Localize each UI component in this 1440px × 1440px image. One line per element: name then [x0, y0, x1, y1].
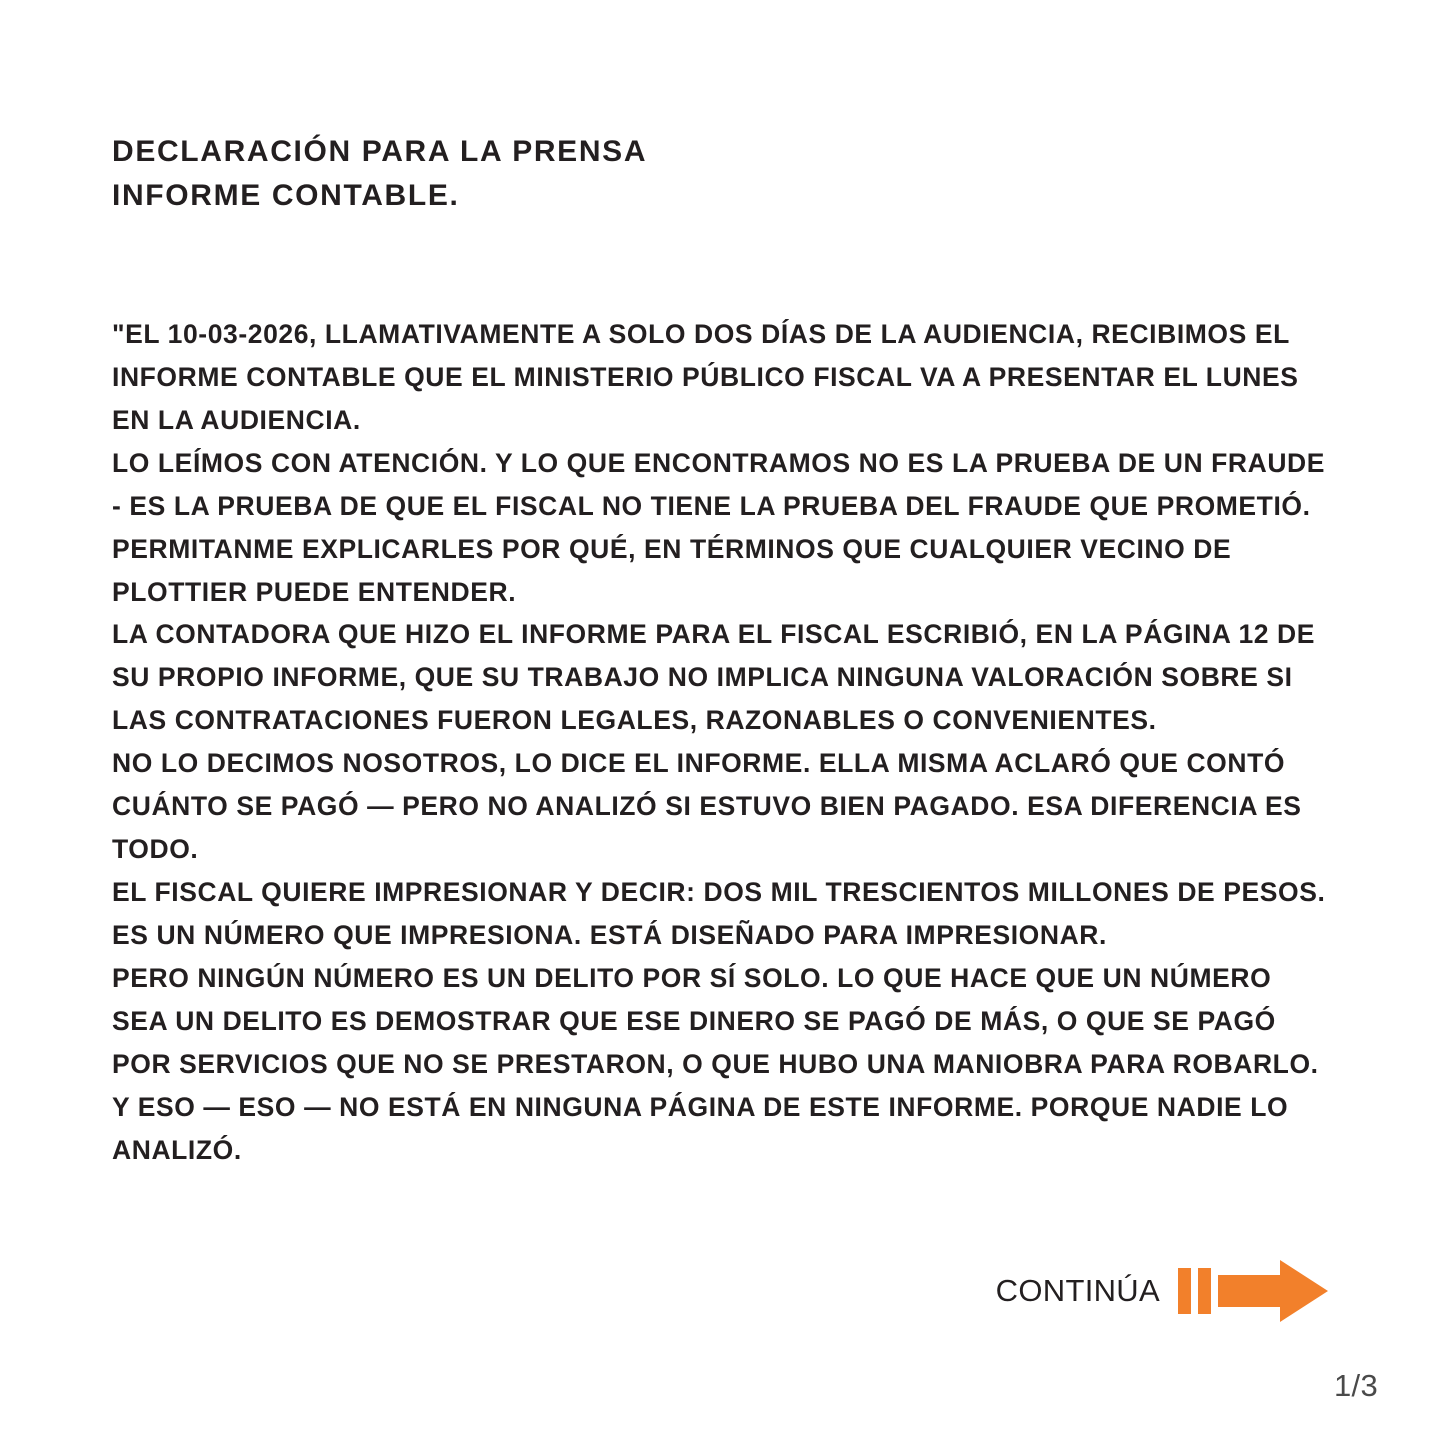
- paragraph: LO LEÍMOS CON ATENCIÓN. Y LO QUE ENCONTRAMOS NO ES LA PRUEBA DE UN FRAUDE - ES LA PRUEBA DE QUE EL FISCAL NO TIENE LA PRUEBA DEL FRAUDE QUE PROMETIÓ.: [112, 447, 1326, 521]
- arrow-bar-right: [1198, 1268, 1211, 1314]
- continue-indicator[interactable]: [996, 1260, 1328, 1322]
- arrow-head-icon: [1218, 1260, 1328, 1322]
- title-line-2: INFORME CONTABLE.: [112, 178, 460, 212]
- paragraph: PERO NINGÚN NÚMERO ES UN DELITO POR SÍ SOLO. LO QUE HACE QUE UN NÚMERO SEA UN DELITO ES DEMOSTRAR QUE ESE DINERO SE PAGÓ DE MÁS, O QUE SE PAGÓ POR SERVICIOS QUE NO SE PRESTARON, O QUE HUBO UNA MANIOBRA PARA ROBARLO. Y ESO — ESO — NO ESTÁ EN NINGUNA PÁGINA DE ESTE INFORME. PORQUE NADIE LO ANALIZÓ.: [112, 962, 1319, 1165]
- title-line-1: DECLARACIÓN PARA LA PRENSA: [112, 135, 648, 168]
- arrow-bar-left: [1178, 1268, 1191, 1314]
- page-title: [112, 130, 1328, 217]
- paragraph: "EL 10-03-2026, LLAMATIVAMENTE A SOLO DOS DÍAS DE LA AUDIENCIA, RECIBIMOS EL INFORME CONTABLE QUE EL MINISTERIO PÚBLICO FISCAL VA A PRESENTAR EL LUNES EN LA AUDIENCIA.: [112, 319, 1299, 435]
- statement-body: [112, 313, 1327, 1171]
- paragraph: EL FISCAL QUIERE IMPRESIONAR Y DECIR: DOS MIL TRESCIENTOS MILLONES DE PESOS. ES UN NÚMERO QUE IMPRESIONA. ESTÁ DISEÑADO PARA IMPRESIONAR.: [112, 876, 1326, 950]
- page-indicator: 1/3: [1333, 1368, 1378, 1403]
- paragraph: LA CONTADORA QUE HIZO EL INFORME PARA EL FISCAL ESCRIBIÓ, EN LA PÁGINA 12 DE SU PROPIO INFORME, QUE SU TRABAJO NO IMPLICA NINGUNA VALORACIÓN SOBRE SI LAS CONTRATACIONES FUERON LEGALES, RAZONABLES O CONVENIENTES.: [112, 619, 1316, 736]
- arrow-right-icon[interactable]: [1178, 1260, 1328, 1322]
- continue-label: CONTINÚA: [995, 1273, 1160, 1308]
- paragraph: NO LO DECIMOS NOSOTROS, LO DICE EL INFORME. ELLA MISMA ACLARÓ QUE CONTÓ CUÁNTO SE PAGÓ — PERO NO ANALIZÓ SI ESTUVO BIEN PAGADO. ESA DIFERENCIA ES TODO.: [112, 748, 1302, 865]
- paragraph: PERMITANME EXPLICARLES POR QUÉ, EN TÉRMINOS QUE CUALQUIER VECINO DE PLOTTIER PUEDE ENTENDER.: [112, 533, 1232, 607]
